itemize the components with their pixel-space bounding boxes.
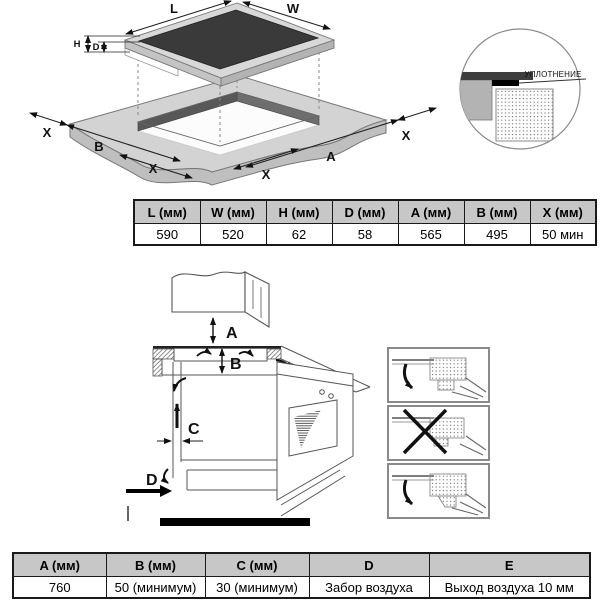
installation-table <box>12 552 591 599</box>
label-L: L <box>170 1 178 16</box>
installation-value-row <box>13 577 590 599</box>
label-C-side: C <box>188 421 200 438</box>
counter-section <box>496 89 553 141</box>
label-X-left: X <box>42 125 52 140</box>
label-W: W <box>286 1 300 16</box>
label-A-side: A <box>226 325 238 342</box>
label-D-side: D <box>146 472 158 489</box>
val2-B: 50 (минимум) <box>106 577 205 599</box>
label-X-bottom-mid: X <box>261 167 271 182</box>
col2-B: B (мм) <box>106 553 205 577</box>
col2-C: C (мм) <box>205 553 309 577</box>
val2-D: Забор воздуха <box>309 577 429 599</box>
val-B: 495 <box>464 224 530 246</box>
col2-A: A (мм) <box>13 553 106 577</box>
val-H: 62 <box>266 224 332 246</box>
col2-D: D <box>309 553 429 577</box>
cooktop-section <box>153 346 281 376</box>
val-D: 58 <box>332 224 398 246</box>
col-H: H (мм) <box>266 200 332 224</box>
label-X-right: X <box>401 128 411 143</box>
label-D: D <box>92 42 100 53</box>
seal-detail <box>443 18 600 160</box>
label-B-side: B <box>230 356 242 373</box>
val-W: 520 <box>200 224 266 246</box>
cutout-diagram <box>0 0 455 198</box>
glass-edge <box>450 72 533 80</box>
appliance-body <box>450 80 492 120</box>
seal-label: УПЛОТНЕНИЕ <box>524 70 582 79</box>
dimensions-table <box>133 199 597 246</box>
installation-header-row <box>13 553 590 577</box>
cabinet-oven <box>173 346 370 516</box>
col-B: B (мм) <box>464 200 530 224</box>
label-B: B <box>94 139 104 154</box>
label-H: H <box>73 39 81 50</box>
floor <box>160 518 310 526</box>
col-L: L (мм) <box>134 200 200 224</box>
label-A: A <box>326 149 336 164</box>
clearance-box-allowed-2 <box>388 464 489 518</box>
clearance-box-prohibited <box>388 406 489 460</box>
label-X-bottom-left: X <box>148 161 158 176</box>
val2-C: 30 (минимум) <box>205 577 309 599</box>
cooktop <box>125 3 334 86</box>
col-D: D (мм) <box>332 200 398 224</box>
val2-A: 760 <box>13 577 106 599</box>
col-W: W (мм) <box>200 200 266 224</box>
col2-E: E <box>429 553 590 577</box>
dimensions-header-row <box>134 200 596 224</box>
col-X: X (мм) <box>530 200 596 224</box>
val-L: 590 <box>134 224 200 246</box>
clearance-box-allowed-1 <box>388 348 489 402</box>
val-X: 50 мин <box>530 224 596 246</box>
col-A: A (мм) <box>398 200 464 224</box>
dimensions-value-row <box>134 224 596 246</box>
val-A: 565 <box>398 224 464 246</box>
installation-diagram <box>95 258 500 544</box>
seal-strip <box>492 80 519 86</box>
hood <box>172 272 269 327</box>
val2-E: Выход воздуха 10 мм <box>429 577 590 599</box>
